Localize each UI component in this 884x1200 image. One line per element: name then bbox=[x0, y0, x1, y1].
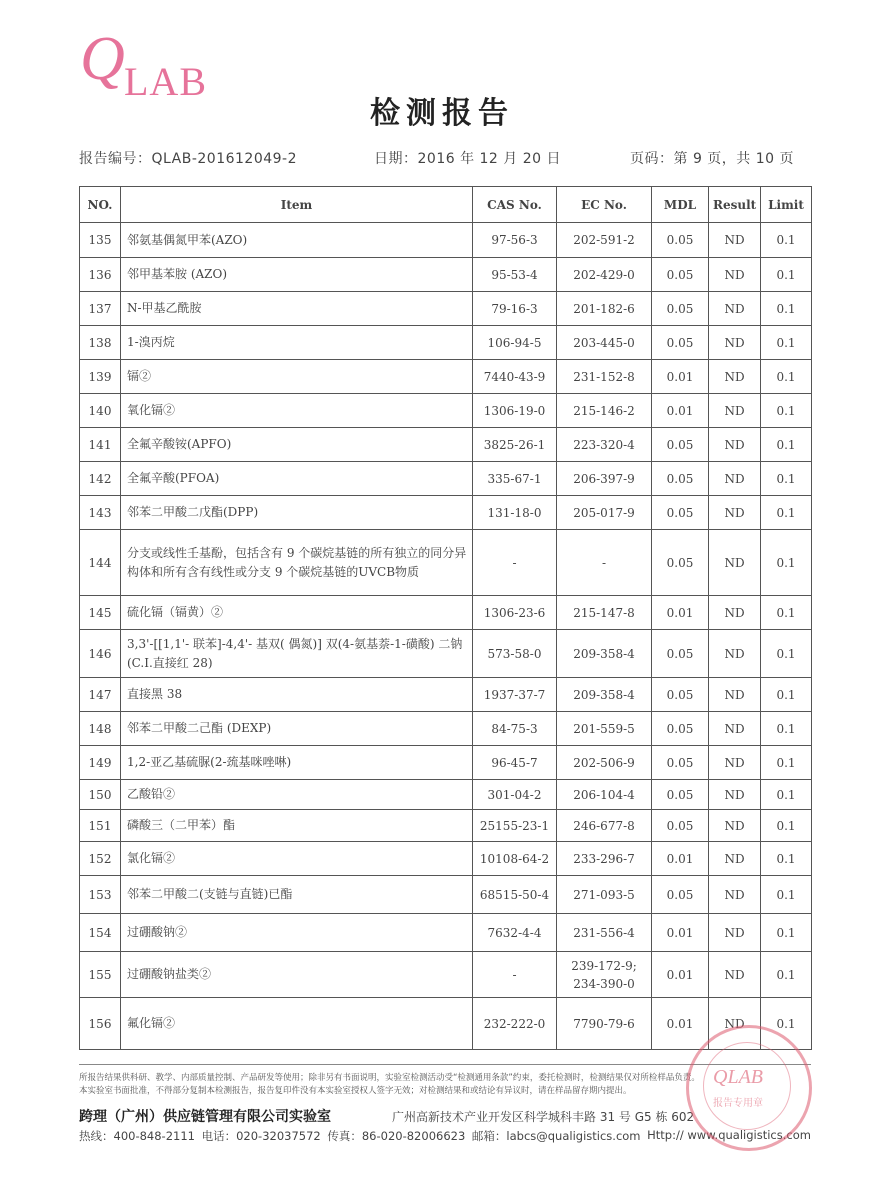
cell-mdl: 0.01 bbox=[652, 914, 709, 952]
cell-result: ND bbox=[709, 678, 761, 712]
table-row bbox=[80, 530, 812, 596]
cell-mdl: 0.05 bbox=[652, 780, 709, 810]
cell-no: 144 bbox=[80, 530, 121, 596]
fax: 传真：86-020-82006623 bbox=[327, 1129, 466, 1143]
cell-ec: 203-445-0 bbox=[557, 326, 652, 360]
cell-limit: 0.1 bbox=[761, 678, 812, 712]
cell-item: 3,3'-[[1,1'- 联苯]-4,4'- 基双( 偶氮)] 双(4-氨基萘-1-磺酸) 二钠 (C.I.直接红 28) bbox=[121, 630, 473, 678]
cell-no: 145 bbox=[80, 596, 121, 630]
cell-result: ND bbox=[709, 810, 761, 842]
cell-limit: 0.1 bbox=[761, 952, 812, 998]
cell-limit: 0.1 bbox=[761, 712, 812, 746]
cell-no: 140 bbox=[80, 394, 121, 428]
cell-item: 全氟辛酸铵(APFO) bbox=[121, 428, 473, 462]
table-row bbox=[80, 998, 812, 1050]
cell-result: ND bbox=[709, 326, 761, 360]
cell-item: 邻氨基偶氮甲苯(AZO) bbox=[121, 223, 473, 258]
table-row bbox=[80, 780, 812, 810]
cell-cas: 25155-23-1 bbox=[473, 810, 557, 842]
cell-limit: 0.1 bbox=[761, 258, 812, 292]
cell-cas: 1306-23-6 bbox=[473, 596, 557, 630]
cell-mdl: 0.05 bbox=[652, 326, 709, 360]
cell-no: 147 bbox=[80, 678, 121, 712]
cell-no: 138 bbox=[80, 326, 121, 360]
cell-limit: 0.1 bbox=[761, 630, 812, 678]
cell-cas: 68515-50-4 bbox=[473, 876, 557, 914]
cell-item: 氟化镉② bbox=[121, 998, 473, 1050]
cell-result: ND bbox=[709, 842, 761, 876]
cell-mdl: 0.05 bbox=[652, 810, 709, 842]
cell-cas: 10108-64-2 bbox=[473, 842, 557, 876]
cell-limit: 0.1 bbox=[761, 462, 812, 496]
cell-item: 分支或线性壬基酚，包括含有 9 个碳烷基链的所有独立的同分异构体和所有含有线性或分支 9 个碳烷基链的UVCB物质 bbox=[121, 530, 473, 596]
cell-cas: 232-222-0 bbox=[473, 998, 557, 1050]
cell-ec: 201-182-6 bbox=[557, 292, 652, 326]
cell-cas: - bbox=[473, 530, 557, 596]
table-row bbox=[80, 842, 812, 876]
cell-item: 直接黑 38 bbox=[121, 678, 473, 712]
cell-mdl: 0.05 bbox=[652, 876, 709, 914]
cell-ec: 206-104-4 bbox=[557, 780, 652, 810]
table-row bbox=[80, 394, 812, 428]
cell-limit: 0.1 bbox=[761, 223, 812, 258]
cell-mdl: 0.01 bbox=[652, 394, 709, 428]
table-row bbox=[80, 326, 812, 360]
cell-no: 148 bbox=[80, 712, 121, 746]
cell-limit: 0.1 bbox=[761, 326, 812, 360]
cell-no: 136 bbox=[80, 258, 121, 292]
header-item: Item bbox=[121, 187, 473, 223]
cell-result: ND bbox=[709, 596, 761, 630]
cell-item: 邻苯二甲酸二己酯 (DEXP) bbox=[121, 712, 473, 746]
cell-item: 乙酸铅② bbox=[121, 780, 473, 810]
cell-no: 149 bbox=[80, 746, 121, 780]
cell-ec: 271-093-5 bbox=[557, 876, 652, 914]
table-row bbox=[80, 914, 812, 952]
phone: 电话：020-32037572 bbox=[201, 1129, 321, 1143]
cell-ec: 201-559-5 bbox=[557, 712, 652, 746]
table-row bbox=[80, 360, 812, 394]
cell-cas: 96-45-7 bbox=[473, 746, 557, 780]
cell-cas: 97-56-3 bbox=[473, 223, 557, 258]
cell-item: 邻苯二甲酸二戊酯(DPP) bbox=[121, 496, 473, 530]
cell-cas: 7632-4-4 bbox=[473, 914, 557, 952]
cell-result: ND bbox=[709, 292, 761, 326]
cell-limit: 0.1 bbox=[761, 360, 812, 394]
table-row bbox=[80, 596, 812, 630]
cell-cas: 106-94-5 bbox=[473, 326, 557, 360]
ec-line-2: 234-390-0 bbox=[573, 976, 635, 991]
table-row bbox=[80, 678, 812, 712]
cell-no: 156 bbox=[80, 998, 121, 1050]
header-ec: EC No. bbox=[557, 187, 652, 223]
table-row bbox=[80, 258, 812, 292]
table-header-row bbox=[80, 187, 812, 223]
cell-limit: 0.1 bbox=[761, 530, 812, 596]
cell-item: 邻苯二甲酸二(支链与直链)已酯 bbox=[121, 876, 473, 914]
header-no: NO. bbox=[80, 187, 121, 223]
cell-result: ND bbox=[709, 952, 761, 998]
cell-ec: 231-152-8 bbox=[557, 360, 652, 394]
official-seal bbox=[686, 1025, 812, 1151]
cell-limit: 0.1 bbox=[761, 428, 812, 462]
cell-cas: 131-18-0 bbox=[473, 496, 557, 530]
cell-mdl: 0.05 bbox=[652, 292, 709, 326]
website: Http:// www.qualigistics.com bbox=[647, 1128, 811, 1142]
cell-no: 153 bbox=[80, 876, 121, 914]
table-row bbox=[80, 223, 812, 258]
cell-no: 141 bbox=[80, 428, 121, 462]
cell-result: ND bbox=[709, 462, 761, 496]
cell-ec: 231-556-4 bbox=[557, 914, 652, 952]
cell-result: ND bbox=[709, 712, 761, 746]
cell-cas: 3825-26-1 bbox=[473, 428, 557, 462]
cell-cas: 7440-43-9 bbox=[473, 360, 557, 394]
cell-result: ND bbox=[709, 428, 761, 462]
cell-limit: 0.1 bbox=[761, 914, 812, 952]
cell-result: ND bbox=[709, 530, 761, 596]
cell-item: 过硼酸钠盐类② bbox=[121, 952, 473, 998]
cell-ec: 7790-79-6 bbox=[557, 998, 652, 1050]
cell-limit: 0.1 bbox=[761, 394, 812, 428]
cell-ec: 215-146-2 bbox=[557, 394, 652, 428]
cell-mdl: 0.05 bbox=[652, 258, 709, 292]
cell-limit: 0.1 bbox=[761, 876, 812, 914]
cell-ec: 215-147-8 bbox=[557, 596, 652, 630]
cell-mdl: 0.05 bbox=[652, 630, 709, 678]
cell-no: 151 bbox=[80, 810, 121, 842]
seal-logo: QLAB bbox=[713, 1066, 763, 1088]
table-row bbox=[80, 712, 812, 746]
cell-mdl: 0.05 bbox=[652, 496, 709, 530]
cell-result: ND bbox=[709, 360, 761, 394]
cell-item: 1-溴丙烷 bbox=[121, 326, 473, 360]
cell-result: ND bbox=[709, 496, 761, 530]
cell-no: 137 bbox=[80, 292, 121, 326]
cell-limit: 0.1 bbox=[761, 496, 812, 530]
cell-mdl: 0.05 bbox=[652, 462, 709, 496]
cell-result: ND bbox=[709, 876, 761, 914]
cell-cas: 1306-19-0 bbox=[473, 394, 557, 428]
cell-ec: 202-591-2 bbox=[557, 223, 652, 258]
hotline: 热线：400-848-2111 bbox=[79, 1129, 195, 1143]
disclaimer-line-1: 所报告结果供科研、教学、内部质量控制、产品研发等使用；除非另有书面说明，实验室检测活动受“检测通用条款”约束，委托检测时，检测结果仅对所检样品负责。 bbox=[79, 1073, 700, 1083]
cell-cas: 335-67-1 bbox=[473, 462, 557, 496]
cell-mdl: 0.05 bbox=[652, 428, 709, 462]
cell-ec: 206-397-9 bbox=[557, 462, 652, 496]
cell-cas: - bbox=[473, 952, 557, 998]
company-name: 跨理（广州）供应链管理有限公司实验室 bbox=[79, 1109, 331, 1125]
cell-ec: 209-358-4 bbox=[557, 678, 652, 712]
cell-ec: 205-017-9 bbox=[557, 496, 652, 530]
results-table bbox=[79, 186, 812, 1050]
cell-no: 152 bbox=[80, 842, 121, 876]
cell-no: 143 bbox=[80, 496, 121, 530]
cell-result: ND bbox=[709, 223, 761, 258]
cell-limit: 0.1 bbox=[761, 292, 812, 326]
cell-cas: 95-53-4 bbox=[473, 258, 557, 292]
cell-ec: 209-358-4 bbox=[557, 630, 652, 678]
cell-result: ND bbox=[709, 780, 761, 810]
cell-mdl: 0.01 bbox=[652, 596, 709, 630]
header-mdl: MDL bbox=[652, 187, 709, 223]
cell-result: ND bbox=[709, 746, 761, 780]
cell-result: ND bbox=[709, 998, 761, 1050]
cell-ec: 202-506-9 bbox=[557, 746, 652, 780]
ec-line-1: 239-172-9; bbox=[571, 958, 637, 973]
cell-mdl: 0.05 bbox=[652, 530, 709, 596]
cell-no: 142 bbox=[80, 462, 121, 496]
cell-limit: 0.1 bbox=[761, 998, 812, 1050]
cell-mdl: 0.01 bbox=[652, 952, 709, 998]
cell-item: 1,2-亚乙基硫脲(2-巯基咪唑啉) bbox=[121, 746, 473, 780]
cell-limit: 0.1 bbox=[761, 596, 812, 630]
cell-item: 邻甲基苯胺 (AZO) bbox=[121, 258, 473, 292]
cell-limit: 0.1 bbox=[761, 810, 812, 842]
cell-ec: 233-296-7 bbox=[557, 842, 652, 876]
cell-item: N-甲基乙酰胺 bbox=[121, 292, 473, 326]
table-row bbox=[80, 292, 812, 326]
cell-mdl: 0.05 bbox=[652, 746, 709, 780]
cell-mdl: 0.05 bbox=[652, 678, 709, 712]
company-address: 广州高新技术产业开发区科学城科丰路 31 号 G5 栋 602 bbox=[392, 1110, 695, 1124]
cell-cas: 79-16-3 bbox=[473, 292, 557, 326]
cell-mdl: 0.01 bbox=[652, 842, 709, 876]
cell-item: 硫化镉（镉黄）② bbox=[121, 596, 473, 630]
contact-line bbox=[79, 1128, 811, 1144]
disclaimer-line-2: 本实验室书面批准，不得部分复制本检测报告，报告复印件没有本实验室授权人签字无效；对检测结果和或结论有异议时，请在样品留存期内提出。 bbox=[79, 1086, 632, 1096]
cell-no: 155 bbox=[80, 952, 121, 998]
table-row bbox=[80, 428, 812, 462]
cell-no: 135 bbox=[80, 223, 121, 258]
cell-no: 154 bbox=[80, 914, 121, 952]
table-row bbox=[80, 876, 812, 914]
cell-limit: 0.1 bbox=[761, 842, 812, 876]
cell-result: ND bbox=[709, 914, 761, 952]
table-row bbox=[80, 462, 812, 496]
cell-mdl: 0.05 bbox=[652, 712, 709, 746]
header-cas: CAS No. bbox=[473, 187, 557, 223]
logo-q: Q bbox=[80, 25, 125, 93]
cell-item: 镉② bbox=[121, 360, 473, 394]
seal-text: 报告专用章 bbox=[713, 1098, 763, 1109]
header-limit: Limit bbox=[761, 187, 812, 223]
table-row bbox=[80, 810, 812, 842]
cell-no: 146 bbox=[80, 630, 121, 678]
cell-result: ND bbox=[709, 630, 761, 678]
logo-lab: LAB bbox=[124, 59, 207, 104]
cell-cas: 301-04-2 bbox=[473, 780, 557, 810]
cell-no: 139 bbox=[80, 360, 121, 394]
cell-ec: 223-320-4 bbox=[557, 428, 652, 462]
cell-no: 150 bbox=[80, 780, 121, 810]
cell-item: 磷酸三（二甲苯）酯 bbox=[121, 810, 473, 842]
cell-item: 氧化镉② bbox=[121, 394, 473, 428]
cell-ec: 202-429-0 bbox=[557, 258, 652, 292]
cell-limit: 0.1 bbox=[761, 746, 812, 780]
report-date: 日期：2016 年 12 月 20 日 bbox=[374, 151, 562, 167]
cell-mdl: 0.05 bbox=[652, 223, 709, 258]
cell-mdl: 0.01 bbox=[652, 998, 709, 1050]
cell-ec: 246-677-8 bbox=[557, 810, 652, 842]
cell-result: ND bbox=[709, 394, 761, 428]
table-row bbox=[80, 630, 812, 678]
cell-mdl: 0.01 bbox=[652, 360, 709, 394]
cell-item: 过硼酸钠② bbox=[121, 914, 473, 952]
cell-item: 氯化镉② bbox=[121, 842, 473, 876]
table-row bbox=[80, 496, 812, 530]
cell-cas: 84-75-3 bbox=[473, 712, 557, 746]
email: 邮箱：labcs@qualigistics.com bbox=[471, 1129, 641, 1143]
page-number: 页码：第 9 页，共 10 页 bbox=[630, 151, 795, 167]
header-result: Result bbox=[709, 187, 761, 223]
cell-cas: 573-58-0 bbox=[473, 630, 557, 678]
cell-item: 全氟辛酸(PFOA) bbox=[121, 462, 473, 496]
report-number: 报告编号：QLAB-201612049-2 bbox=[79, 151, 297, 167]
cell-ec: - bbox=[557, 530, 652, 596]
cell-cas: 1937-37-7 bbox=[473, 678, 557, 712]
cell-ec bbox=[557, 952, 652, 998]
report-title: 检测报告 bbox=[370, 96, 514, 131]
cell-result: ND bbox=[709, 258, 761, 292]
cell-limit: 0.1 bbox=[761, 780, 812, 810]
table-row bbox=[80, 746, 812, 780]
table-row bbox=[80, 952, 812, 998]
